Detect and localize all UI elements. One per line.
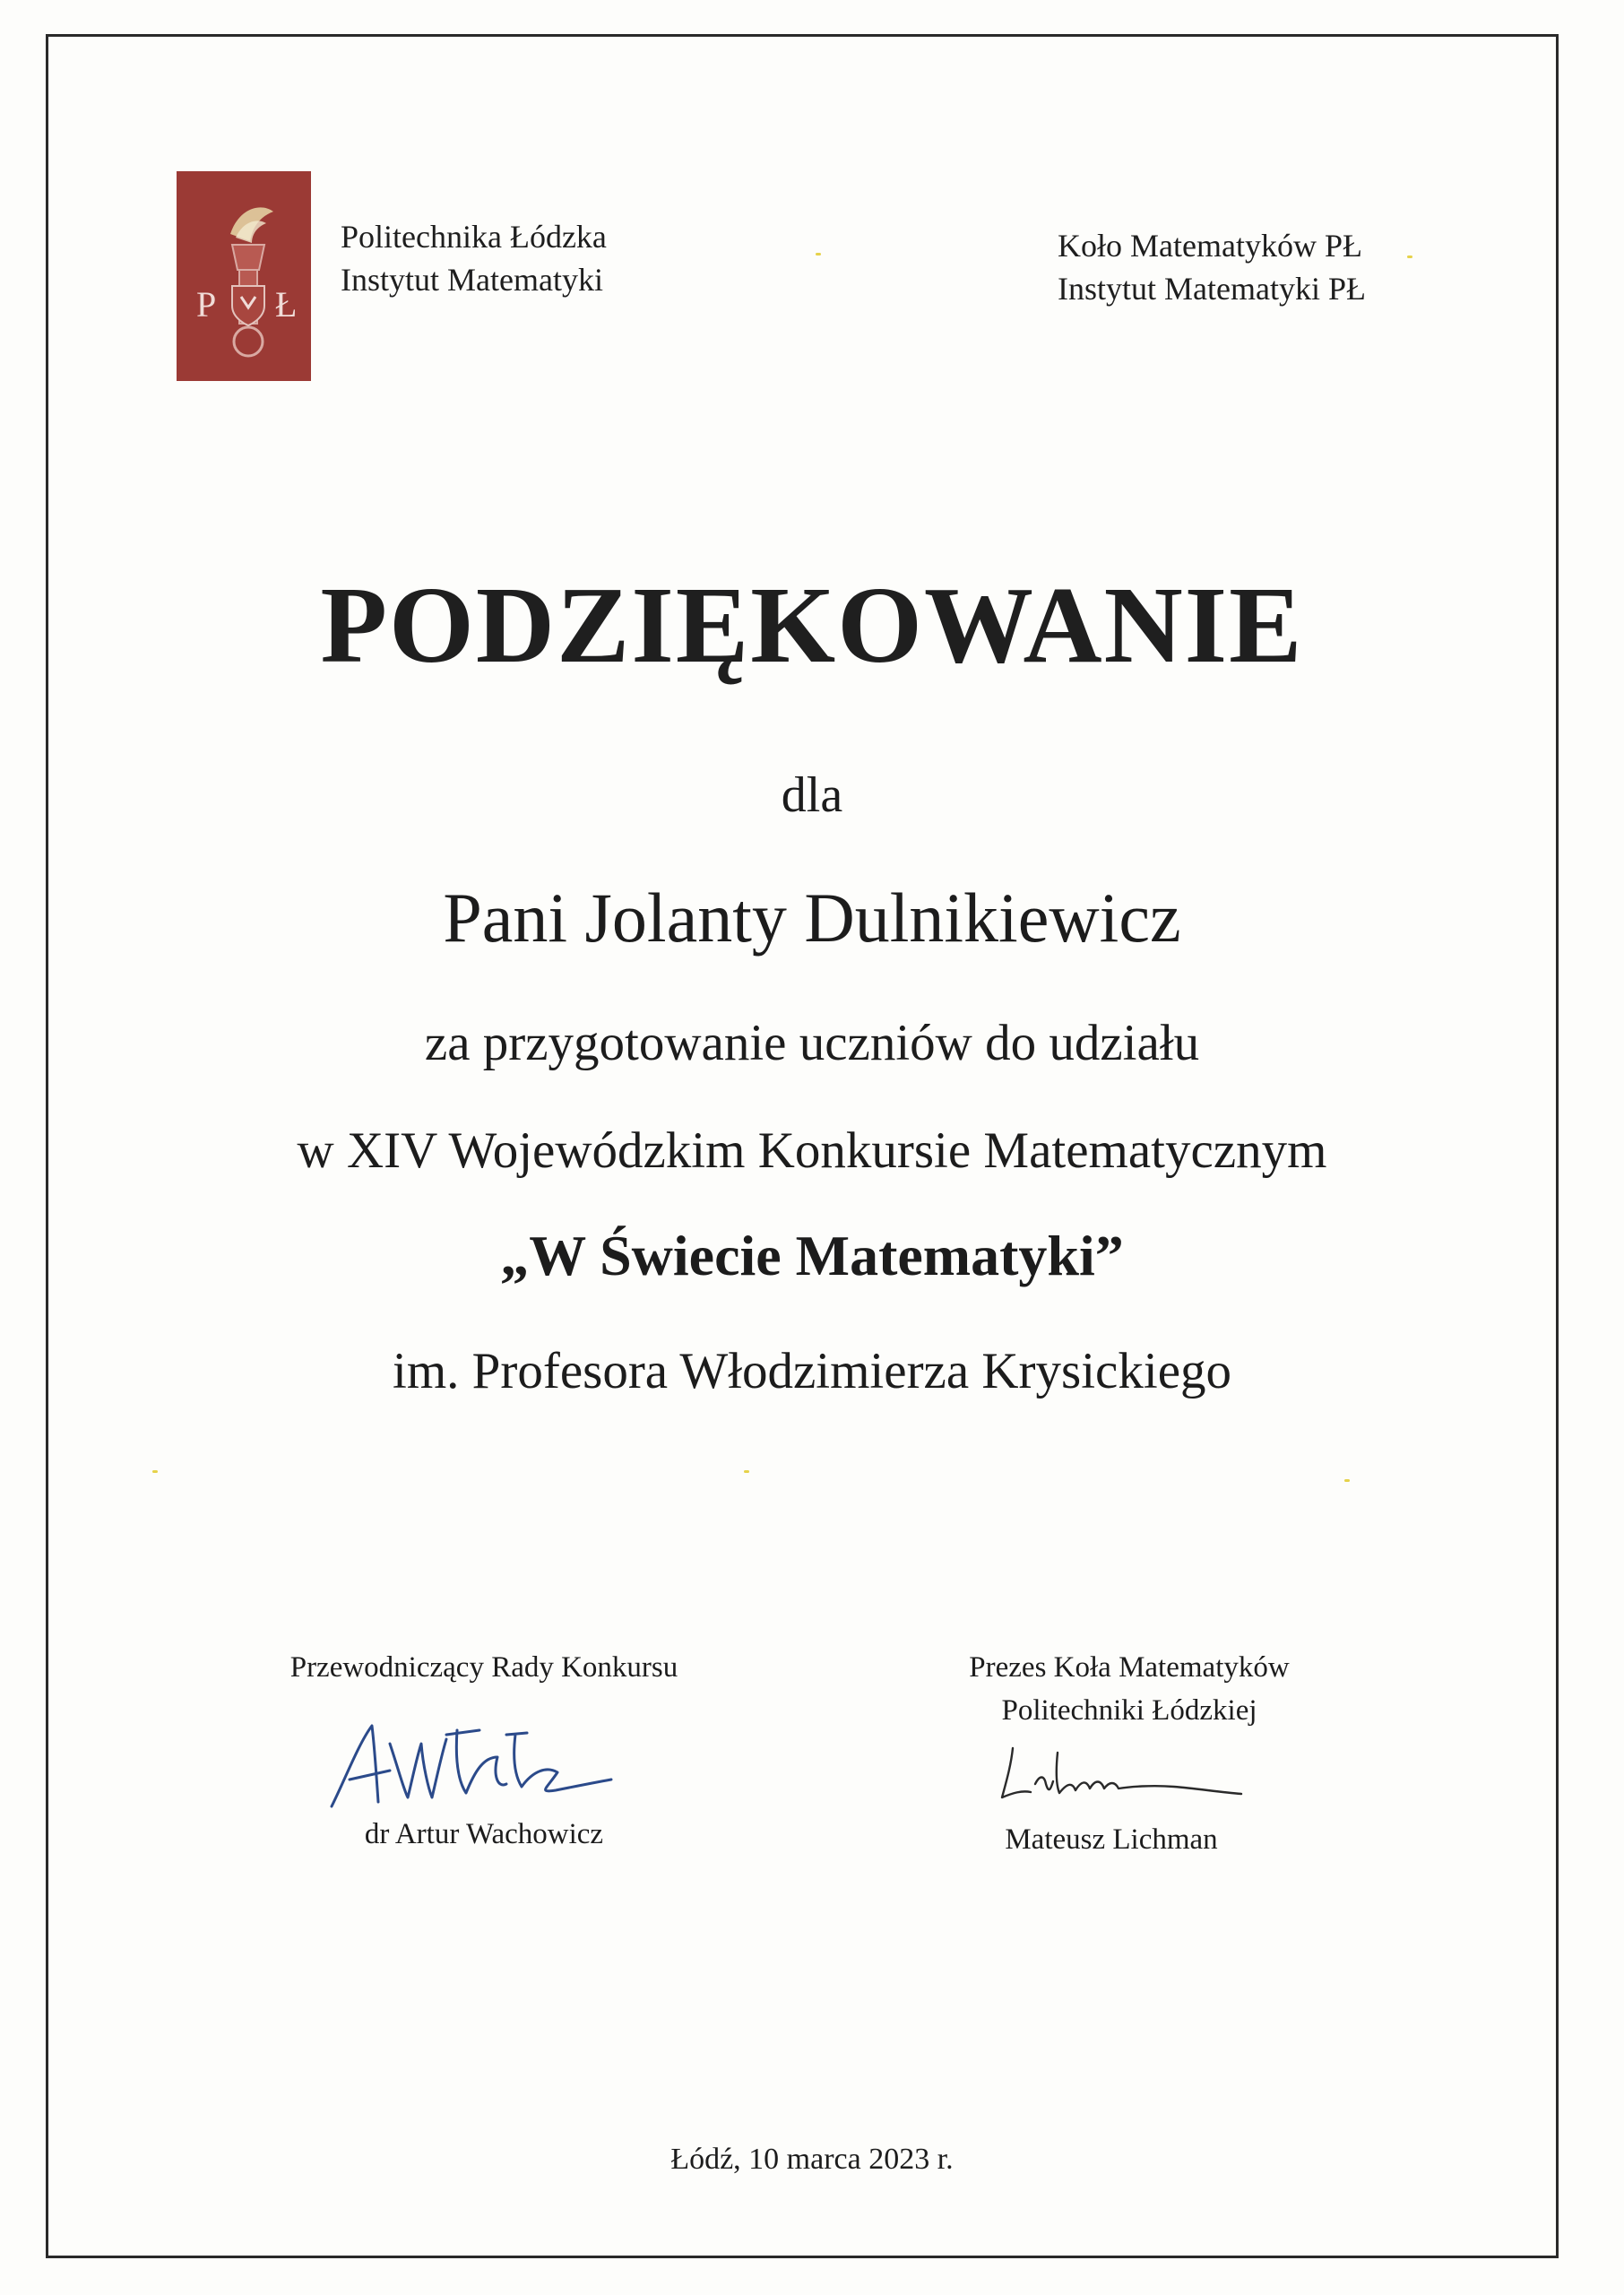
issuer-left-line1: Politechnika Łódzka bbox=[341, 219, 607, 255]
issuer-left bbox=[341, 215, 607, 301]
right-role-line2: Politechniki Łódzkiej bbox=[1001, 1694, 1257, 1727]
issuer-right-line2: Instytut Matematyki PŁ bbox=[1058, 271, 1366, 307]
scan-speck bbox=[152, 1470, 158, 1473]
scan-speck bbox=[1407, 255, 1412, 258]
left-signatory-name: dr Artur Wachowicz bbox=[364, 1818, 604, 1850]
logo-letter-l: Ł bbox=[275, 284, 298, 325]
for-label: dla bbox=[781, 767, 843, 823]
issuer-right bbox=[1058, 224, 1366, 310]
scan-speck bbox=[816, 253, 821, 255]
right-signatory-name: Mateusz Lichman bbox=[1005, 1823, 1218, 1856]
torch-emblem-icon bbox=[177, 171, 311, 381]
right-handwritten-signature bbox=[995, 1735, 1246, 1806]
right-signatory-role bbox=[878, 1646, 1380, 1732]
recipient-name: Pani Jolanty Dulnikiewicz bbox=[443, 879, 1181, 957]
certificate-title: PODZIĘKOWANIE bbox=[320, 565, 1304, 686]
left-handwritten-signature bbox=[323, 1708, 618, 1824]
left-role-text: Przewodniczący Rady Konkursu bbox=[289, 1651, 678, 1684]
reason-line-1: za przygotowanie uczniów do udziału bbox=[424, 1015, 1200, 1071]
place-and-date: Łódź, 10 marca 2023 r. bbox=[670, 2143, 954, 2176]
left-signatory-role bbox=[233, 1646, 735, 1689]
issuer-right-line1: Koło Matematyków PŁ bbox=[1058, 228, 1362, 264]
reason-line-3: im. Profesora Włodzimierza Krysickiego bbox=[393, 1343, 1231, 1399]
scan-speck bbox=[744, 1470, 749, 1473]
logo-letter-p: P bbox=[196, 284, 217, 325]
issuer-left-line2: Instytut Matematyki bbox=[341, 262, 603, 298]
university-logo bbox=[177, 171, 311, 381]
contest-name: „W Świecie Matematyki” bbox=[500, 1224, 1124, 1287]
scan-speck bbox=[1344, 1479, 1350, 1482]
right-role-line1: Prezes Koła Matematyków bbox=[969, 1651, 1290, 1684]
reason-line-2: w XIV Wojewódzkim Konkursie Matematycznym bbox=[297, 1122, 1327, 1179]
